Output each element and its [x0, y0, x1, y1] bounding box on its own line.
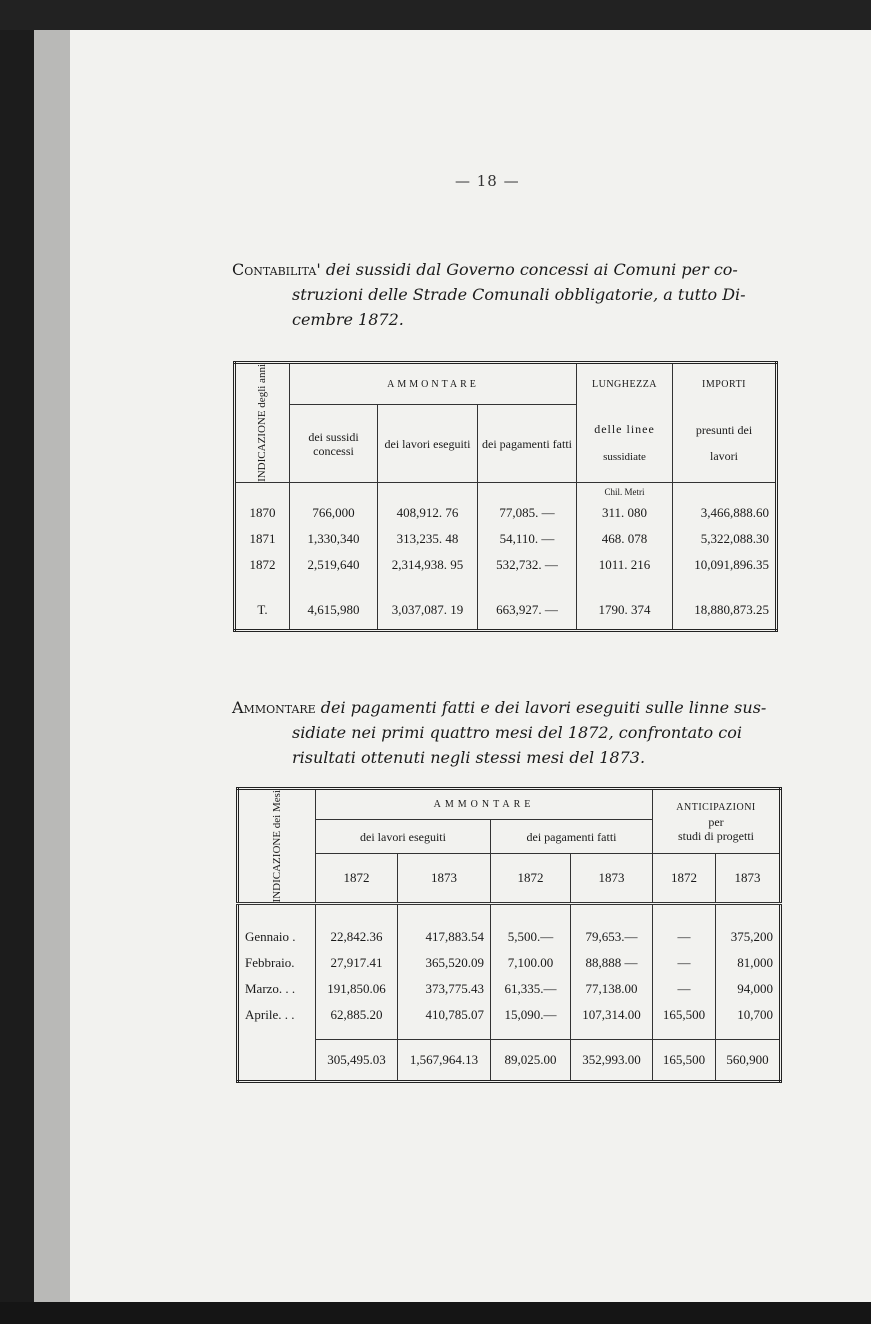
table-row: 1870 766,000 408,912. 76 77,085. — 311. 080 3,466,888.60 — [235, 500, 777, 526]
section1-title-line2: struzioni delle Strade Comunali obbligatorie, a tutto Di- — [292, 285, 746, 304]
lunghezza-sub2: sussidiate — [603, 451, 646, 464]
table-row: 1872 2,519,640 2,314,938. 95 532,732. — 1011. 216 10,091,896.35 — [235, 552, 777, 578]
pagamenti-header-2: dei pagamenti fatti — [491, 820, 653, 854]
background-top — [0, 0, 871, 30]
subsidies-table — [233, 361, 778, 632]
importi-sub2: lavori — [710, 449, 739, 464]
sussidi-header: dei sussidi concessi — [290, 405, 378, 483]
importi-header: IMPORTI — [673, 363, 777, 405]
importi-sub1: presunti dei — [695, 423, 753, 438]
importi-subheader — [673, 405, 777, 483]
unit-label: Chil. Metri — [577, 482, 673, 500]
lunghezza-sub1: delle linee — [594, 422, 655, 437]
section2-title-lead: Ammontare — [232, 698, 316, 717]
table-row: 1871 1,330,340 313,235. 48 54,110. — 468. 078 5,322,088.30 — [235, 526, 777, 552]
year-column-header: INDICAZIONE degli anni — [235, 363, 290, 483]
anticipazioni-sub1: per — [708, 814, 724, 829]
page — [70, 30, 871, 1302]
anticipazioni-sub2: studi di progetti — [678, 828, 755, 843]
payments-table — [236, 787, 782, 1083]
table-row: Marzo. . . 191,850.06 373,775.43 61,335.— 77,138.00 — 94,000 — [238, 976, 781, 1002]
section1-title-line1: dei sussidi dal Governo concessi ai Comuni per co- — [320, 260, 738, 279]
section2-title — [232, 695, 780, 770]
page-number: — 18 — — [455, 172, 520, 190]
total-row: T. 4,615,980 3,037,087. 19 663,927. — 1790. 374 18,880,873.25 — [235, 590, 777, 630]
year-header: 1872 — [316, 854, 398, 904]
table-row: Gennaio . 22,842.36 417,883.54 5,500.— 79,653.— — 375,200 — [238, 924, 781, 950]
table-row: Aprile. . . 62,885.20 410,785.07 15,090.— 107,314.00 165,500 10,700 — [238, 1002, 781, 1028]
year-header: 1873 — [398, 854, 491, 904]
anticipazioni-header — [653, 789, 781, 854]
year-header: 1873 — [716, 854, 781, 904]
year-header: 1872 — [491, 854, 571, 904]
section2-title-line3: risultati ottenuti negli stessi mesi del 1873. — [292, 748, 646, 767]
total-row: 305,495.03 1,567,964.13 89,025.00 352,993.00 165,500 560,900 — [238, 1040, 781, 1082]
section2-title-line1: dei pagamenti fatti e dei lavori eseguiti sulle linne sus- — [315, 698, 767, 717]
section1-title-lead: Contabilita' — [232, 260, 321, 279]
background-bottom — [0, 1302, 871, 1324]
ammontare-header-2: AMMONTARE — [316, 789, 653, 820]
section2-title-line2: sidiate nei primi quattro mesi del 1872, confrontato coi — [292, 723, 742, 742]
section1-title — [232, 257, 780, 332]
year-header: 1872 — [653, 854, 716, 904]
year-header: 1873 — [571, 854, 653, 904]
lunghezza-subheader — [577, 405, 673, 483]
anticipazioni-title: ANTICIPAZIONI — [676, 801, 756, 813]
pagamenti-header: dei pagamenti fatti — [478, 405, 577, 483]
table-row: Febbraio. 27,917.41 365,520.09 7,100.00 88,888 — — 81,000 — [238, 950, 781, 976]
lavori-header-2: dei lavori eseguiti — [316, 820, 491, 854]
lavori-header: dei lavori eseguiti — [378, 405, 478, 483]
ammontare-header: AMMONTARE — [290, 363, 577, 405]
lunghezza-header: LUNGHEZZA — [577, 363, 673, 405]
section1-title-line3: cembre 1872. — [292, 310, 404, 329]
month-column-header: INDICAZIONE dei Mesi — [238, 789, 316, 904]
